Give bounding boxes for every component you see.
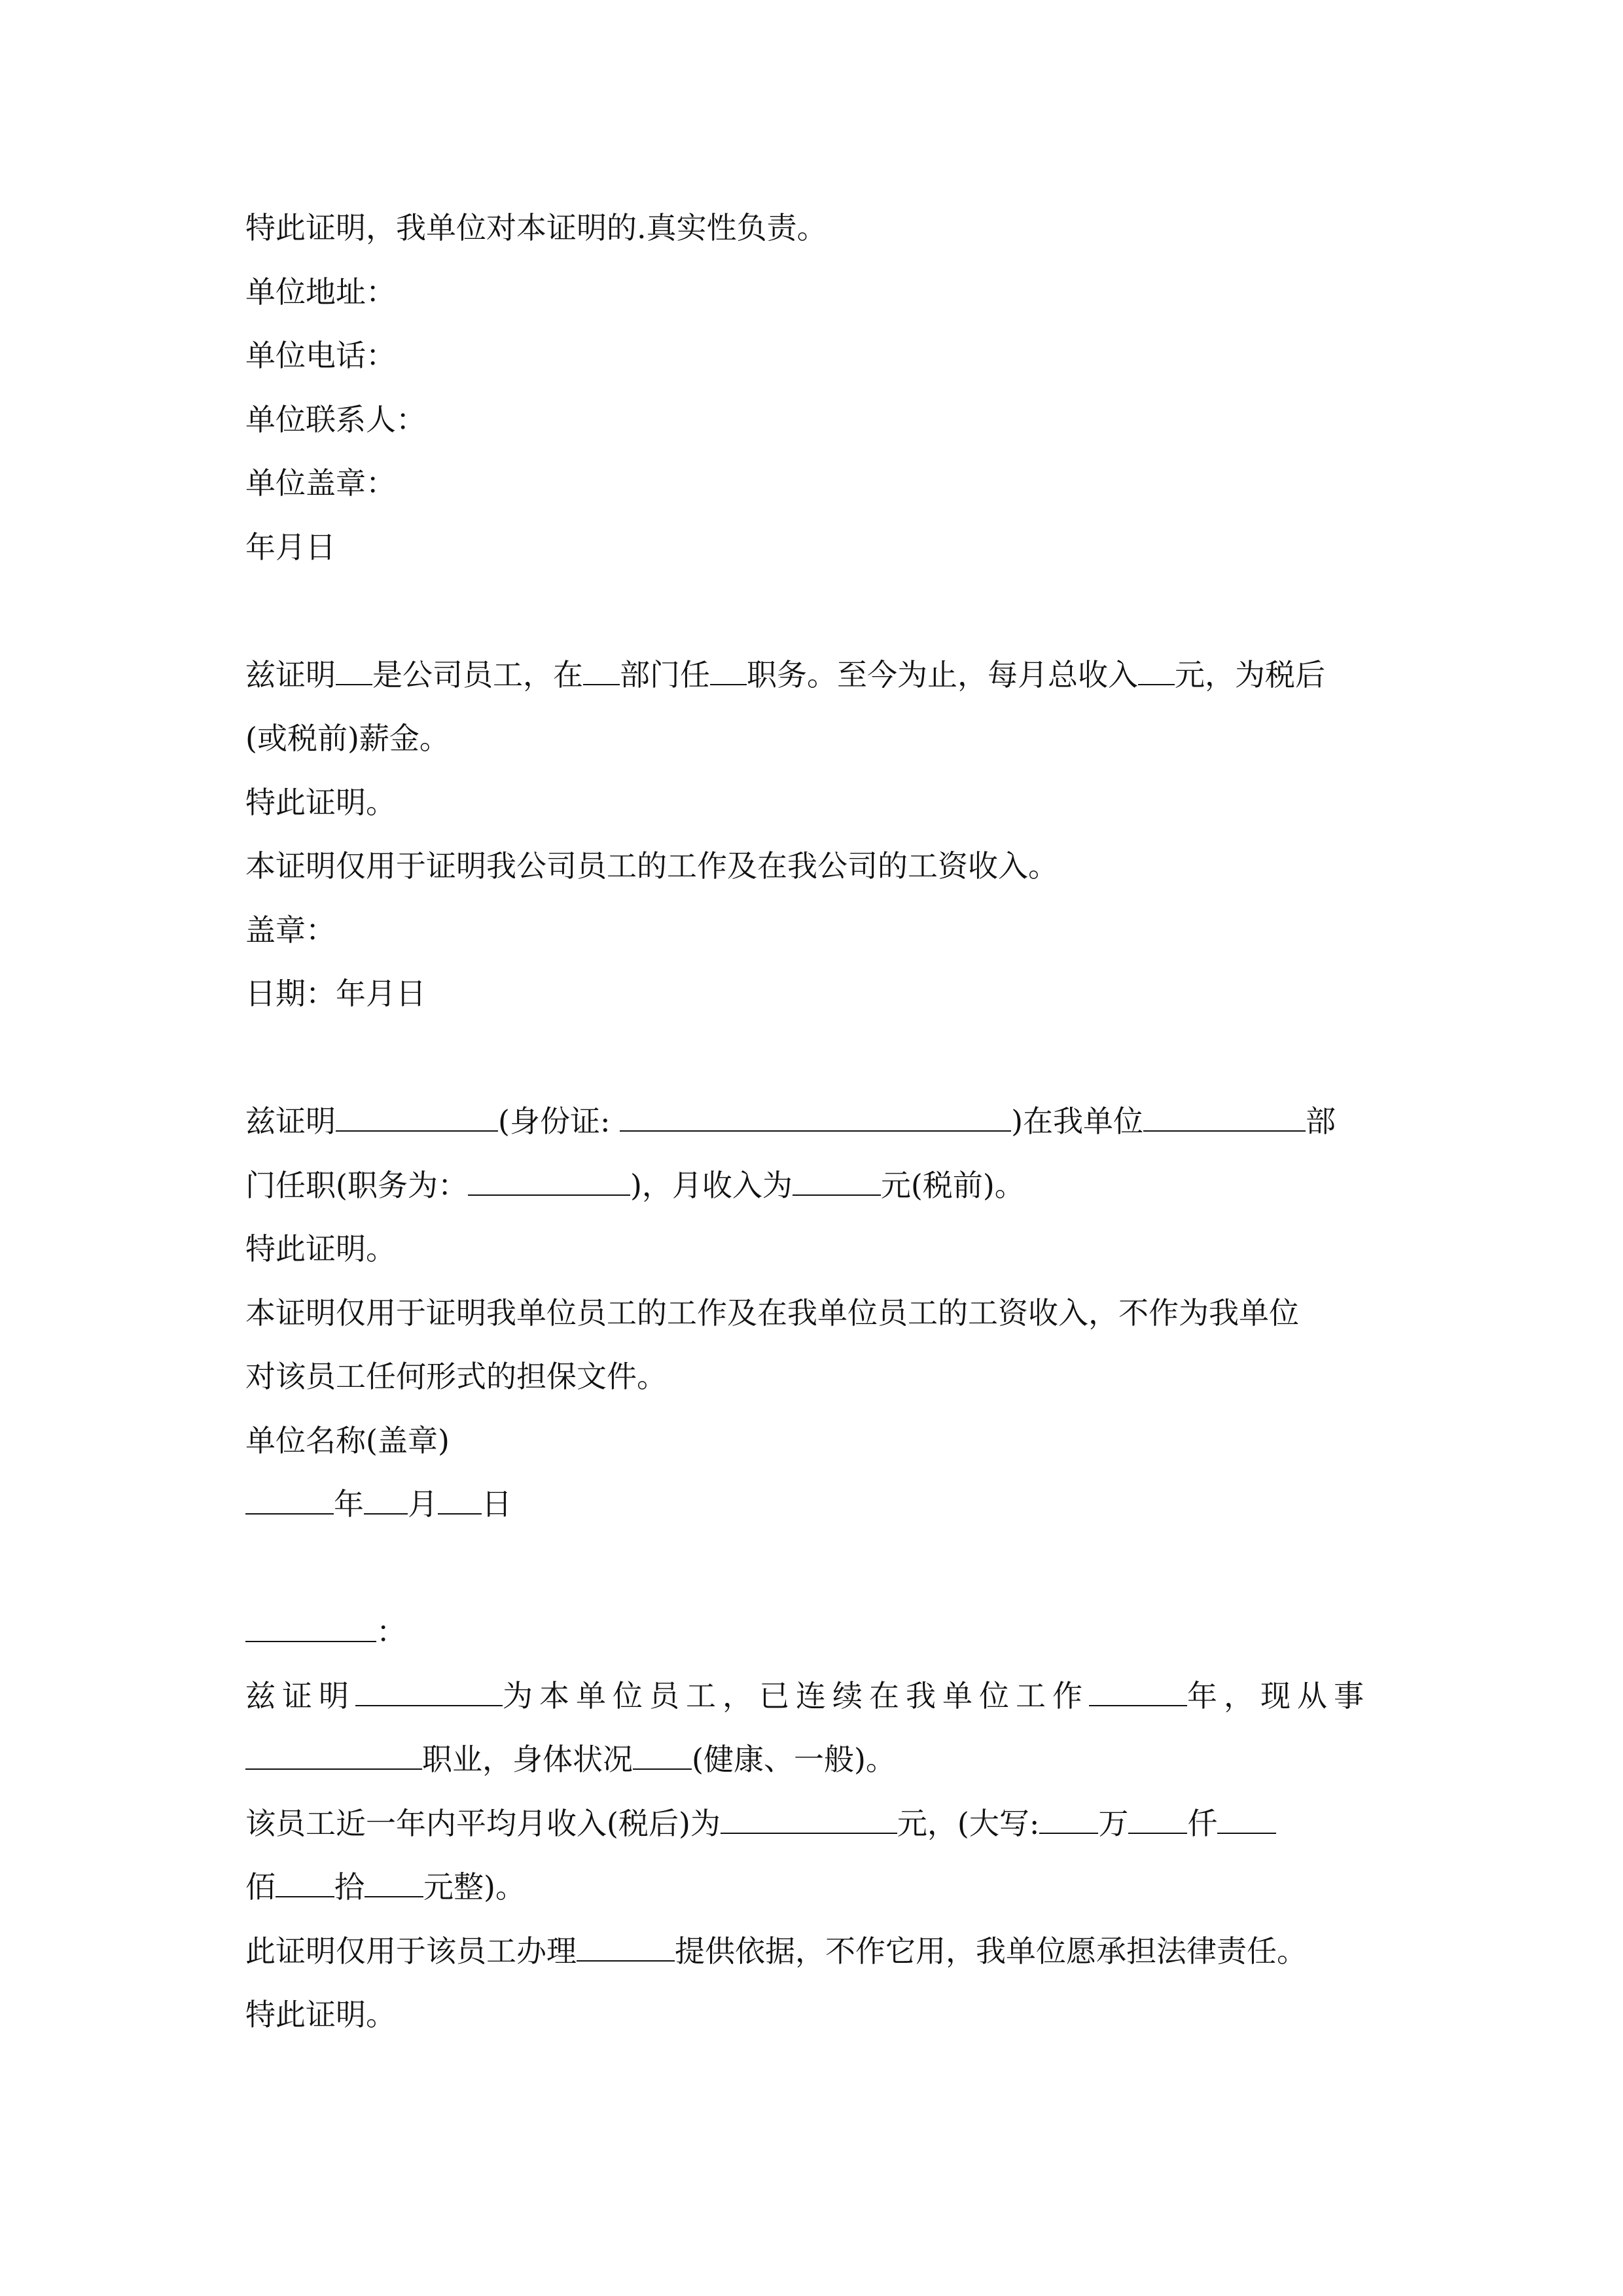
addressee-blank[interactable]: [245, 1615, 376, 1642]
income-blank[interactable]: [793, 1168, 881, 1196]
spacer: [245, 1537, 1397, 1601]
income-statement-line-1: [245, 643, 1397, 708]
certify-line: 特此证明。: [245, 784, 396, 820]
income-line-2: [245, 1856, 1397, 1920]
text: 该员工近一年内平均月收入(税后)为: [245, 1805, 721, 1841]
id-number-blank[interactable]: [620, 1104, 1011, 1132]
wan-blank[interactable]: [1039, 1806, 1098, 1834]
day-blank[interactable]: [438, 1487, 482, 1515]
income-line-1: [245, 1792, 1397, 1856]
section-3: [245, 1090, 1397, 1537]
shi-blank[interactable]: [276, 1870, 334, 1897]
certify-line: 特此证明。: [245, 1231, 396, 1266]
certify-line: 特此证明。: [245, 1997, 396, 2032]
text: 部: [1306, 1103, 1336, 1139]
position-blank[interactable]: [468, 1168, 630, 1196]
text: 拾: [334, 1869, 365, 1905]
text: 元(税前)。: [880, 1167, 1025, 1203]
org-address-label: 单位地址：: [245, 274, 396, 310]
month-blank[interactable]: [364, 1487, 408, 1515]
text: 兹证明: [245, 1677, 355, 1713]
text: (身份证:: [498, 1103, 611, 1139]
text: 月: [408, 1486, 438, 1522]
department-blank[interactable]: [1143, 1104, 1306, 1132]
text: 提供依据，不作它用，我单位愿承担法律责任。: [675, 1933, 1307, 1969]
text: 此证明仅用于该员工办理: [245, 1933, 577, 1969]
text: 万: [1098, 1805, 1129, 1841]
text: )，月收入为: [630, 1167, 793, 1203]
certify-responsibility: 特此证明，我单位对本证明的.真实性负责。: [245, 210, 827, 245]
text: 年，现从事: [1187, 1677, 1370, 1713]
seal-label: 盖章：: [245, 912, 336, 948]
year-blank[interactable]: [245, 1487, 334, 1515]
name-blank[interactable]: [355, 1679, 503, 1706]
section-2: [245, 643, 1397, 1026]
text: 日: [482, 1486, 512, 1522]
addressee-line: [245, 1600, 1397, 1664]
purpose-blank[interactable]: [577, 1934, 675, 1962]
years-blank[interactable]: [1089, 1679, 1187, 1706]
text: 职务。至今为止，每月总收入: [747, 656, 1138, 692]
text: )在我单位: [1011, 1103, 1144, 1139]
text: 门任职(职务为：: [245, 1167, 468, 1203]
name-blank[interactable]: [336, 658, 372, 685]
text: 元，(大写:: [897, 1805, 1040, 1841]
income-statement-line-2: (或税前)薪金。: [245, 721, 450, 756]
qian-blank[interactable]: [1128, 1806, 1187, 1834]
section-1: [245, 196, 1397, 579]
text: 元整)。: [423, 1869, 526, 1905]
org-contact-label: 单位联系人：: [245, 401, 426, 437]
org-phone-label: 单位电话：: [245, 338, 396, 373]
department-blank[interactable]: [583, 658, 620, 685]
text: 兹证明: [245, 656, 336, 692]
text: 兹证明: [245, 1103, 336, 1139]
health-line-1: [245, 1664, 1397, 1729]
text: 为本单位员工，已连续在我单位工作: [503, 1677, 1089, 1713]
purpose-line: [245, 1920, 1397, 1984]
text: 佰: [245, 1869, 276, 1905]
employment-line-2: [245, 1154, 1397, 1218]
date-line: [245, 1473, 1397, 1537]
health-line-2: [245, 1728, 1397, 1792]
date-line: 年月日: [245, 529, 336, 565]
usage-line: 本证明仅用于证明我公司员工的工作及在我公司的工资收入。: [245, 848, 1058, 884]
spacer: [245, 1026, 1397, 1090]
text: (健康、一般)。: [692, 1742, 896, 1777]
yuan-blank[interactable]: [365, 1870, 423, 1897]
text: ：: [376, 1614, 406, 1649]
org-seal-label: 单位盖章：: [245, 465, 396, 501]
text: 是公司员工，在: [372, 656, 583, 692]
usage-line-1: 本证明仅用于证明我单位员工的工作及在我单位员工的工资收入，不作为我单位: [245, 1295, 1299, 1331]
date-label: 日期：年月日: [245, 976, 426, 1011]
employment-line-1: [245, 1090, 1397, 1154]
income-blank[interactable]: [1138, 658, 1175, 685]
document-page: [245, 196, 1397, 2047]
text: 元，为税后: [1175, 656, 1325, 692]
occupation-blank[interactable]: [245, 1742, 422, 1770]
text: 仟: [1187, 1805, 1218, 1841]
text: 部门任: [620, 656, 710, 692]
position-blank[interactable]: [710, 658, 747, 685]
health-blank[interactable]: [633, 1742, 692, 1770]
usage-line-2: 对该员工任何形式的担保文件。: [245, 1359, 667, 1394]
bai-blank[interactable]: [1217, 1806, 1276, 1834]
spacer: [245, 579, 1397, 643]
org-name-seal: 单位名称(盖章): [245, 1422, 450, 1458]
name-blank[interactable]: [336, 1104, 498, 1132]
text: 年: [334, 1486, 364, 1522]
text: 职业，身体状况: [422, 1742, 633, 1777]
section-4: [245, 1600, 1397, 2047]
income-blank[interactable]: [721, 1806, 897, 1834]
